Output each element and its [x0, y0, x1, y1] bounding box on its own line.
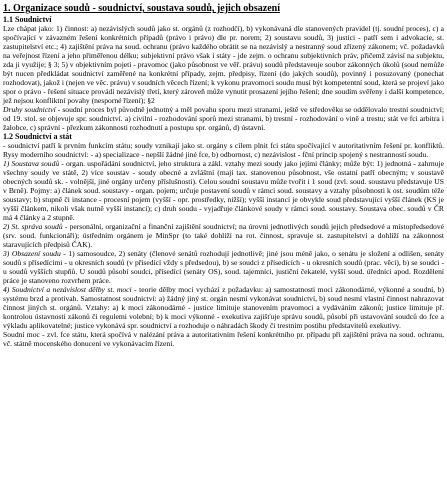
paragraph-druhy-soudnictvi — [3, 105, 444, 132]
statni-sprava-text: - personální, organizační a finanční zajištění soudnictví; na úrovni jednotlivých soudů jejich předsedové a místopředsedové (srv. soud. funkcionáři); ústředním orgánem je MinSpr (to také dohlíží na rot. činnost, spravuje st. zastupitelství a dohlíží na zákonnost staravujících předpisů ČAK). — [3, 222, 444, 249]
document-title: 1. Organizace soudů - soudnictví, soustava soudů, jejich obsazení — [3, 3, 280, 14]
druhy-soudnictvi-lead: Druhy soudnictví — [3, 105, 56, 114]
paragraph-soudnictvi-a-stat: - soudnictví patří k prvním funkcím státu; soudy vznikají jako st. orgány s cílem plnit fci státu spočívající v autoritativním řešení pr. konfliktů. Rysy moderního soudnictví: - a) specializace - nepšlí žádné jiné fce, b) odbornost, c) nezávislost - fční princip spojený s nestranností soudu. — [3, 141, 444, 159]
paragraph-statni-sprava-soudu — [3, 222, 444, 249]
obsazeni-soudu-lead: 3) Obsazení soudu — [3, 249, 61, 258]
soustava-soudu-text: - organ. uspořádání soudnictví, jeho struktura a zákl. vztahy mezi soudy jako jejími články; může být: 1) jednotná - zahrnuje všechny soudy ve státě, 2) více soustav - soudy obecné a zvláštní (mají tax. stanovenou působnost, vše ostatní patří obecným; v soustavě obecných soudů sk. - volnější, jiné orgány určeny příslušnosti). Celou soudní soustavu může tvořit i 1 soud (zvl. soud. soustavu představuje US v Brně). Pojmy: a) článek soud. soustavy - organ. pojem; určuje postavení soudů v rámci soud. soustavy a vztahy působnosti k ost. soudům téže soustavy; b) stupně či instance - procesní pojem (vyšší - opr. prostředky, nižší); vyšší instanci je obvykle soud představující vyšší článek (KS je vyšší článkem, nikoli však nutně vyšší instancí); c) druh soudu - vyjadřuje článkové soudy v rámci soud. soustavy. Soustava obec. soudů v ČR má 4 články a 2 stupně. — [3, 159, 445, 222]
section-heading-soudnictvi: 1.1 Soudnictví — [3, 15, 52, 24]
paragraph-soustava-soudu — [3, 159, 444, 222]
paragraph-delba-moci — [3, 285, 444, 330]
paragraph-soudni-moc: Soudní moc - zvl. fce státu, která spočívá v nalézání práva a autoritativním řešení konkrétního pr. případu při zajištění práva na soud. ochranu, vč. státně mocenského donucení ve vykonávacím řízení. — [3, 330, 444, 348]
paragraph-obsazeni-soudu — [3, 249, 444, 285]
soustava-soudu-lead: 1) Soustava soudů — [3, 159, 60, 168]
section-heading-soudnictvi-a-stat: 1.2 Soudnictví a stát — [3, 132, 72, 141]
delba-moci-text: - teorie dělby moci vychází z požadavku: a) samostatnosti moci zákonodárné, výkonné a soudní, b) systému brzd a protivah. Samostatnost soudnictví: a) žádný jiný st. orgán nesmí vykonávat soudnictví, b) soud nesmí vlastní činnost nahrazovat činnost jiných st. orgánů. Vztahy: a) k moci zákonodárné - justice limituje stanovením pravomoci a vydáváním zákonů; justice limituje př. kontrolou ústavnosti zákonů či regulemi volební; b) k moci výkonné - exekutiva zajišťuje správu soudů, působí při ustavování soudců do fce a výkladu aplikovatelné; justice vykonává spr. soudnictví a rozhoduje o náhradách škody či trestním postihu představitelů exekutivy. — [3, 285, 444, 330]
paragraph-soudnictvi-definition: Lze chápat jako: 1) činnost: a) nezávislých soudů jako st. orgánů (z rozhodčí), b) vykonávaná dle stanovených pravidel (tj. soudní proces), c) a spočívající v závazném řešení konkrétních případů (právo i právo) dle pr. norem; 2) soustavu soudů, 3) justici - patří sem i advokacie, st. zastupitelství etc.; 4) zajištění práva na soud. ochranu (právo každého obrátit se na nezávislý a nestranný soud zřízený zákonem; vč. požadavků na veřejnost řízení a jeho přiměřenou délku; subjektivní právo však i státy - jde zejm. o ochranu subjektivních práv, přičemž závisí na subjektu, zda ji využije; § 3; 5) v objektivním pojetí - pravomoc (jako působnost ve věř. právu) soudů představeuje soubor zákonných úkolů (soud nemůže být nucen předkládat soudnictví zaměřené na konkrétní případy, zejm. předpisy, řízení (do jakých soudů), povinný i posuzovaný (ponechat rozhodovat), jakož i (nejen ve věc. právu) v soudních věcech řízení; k vykonu pravomoci soudu musí být kompetentní soud, která se projeví jako spor o právo - řešení situace provádí nezávislý třetí, který zároveň může vynutit prosazení jejího řešení; dne soudím svěřeny i další kompetence, jež nejsou konfliktní povahy (nesporné řízení); §2 — [3, 24, 444, 105]
delba-moci-lead: 4) Soudnictví a nezávislost dělby st. moci — [3, 285, 132, 294]
obsazeni-soudu-text: - 1) samosoudce, 2) senáty (členové senátů rozhodují jednotlivě; jiné jsou méně jako, o senátu je složení a odlišen, senáty soudů s přísedícími - u okresních soudů (v přísedící vždy s předsedou), b) se soudci z přísedících - u okresních soudů (prac. věci), b) se soudci - u soudů vyšších stupňů. U soudů působí soudci, přísedící (senáty OS), soud. tajemníci, justiční čekatelé, vyšší soud. úředníci apod. Rozdělení práce je stanoveno rozvrhem práce. — [3, 249, 445, 285]
druhy-soudnictvi-text: - soudní proces byl původně jednotný a měl povahu sporu mezi stranami, ještě ve středověku se oddělovalo trestní soudnictví; od 19. stol. se objevuje spr. soudnictví. a) civilní - rozhodování sporů mezi stranami, b) trestní - rozhodování o vině a trestu; stát ve fci arbitra i žalobce, c) správní - přezkum zákonnosti rozhodnutí a postupu spr. orgánů, d) ústavní. — [3, 105, 444, 132]
statni-sprava-lead: 2) St. správa soudů — [3, 222, 63, 231]
